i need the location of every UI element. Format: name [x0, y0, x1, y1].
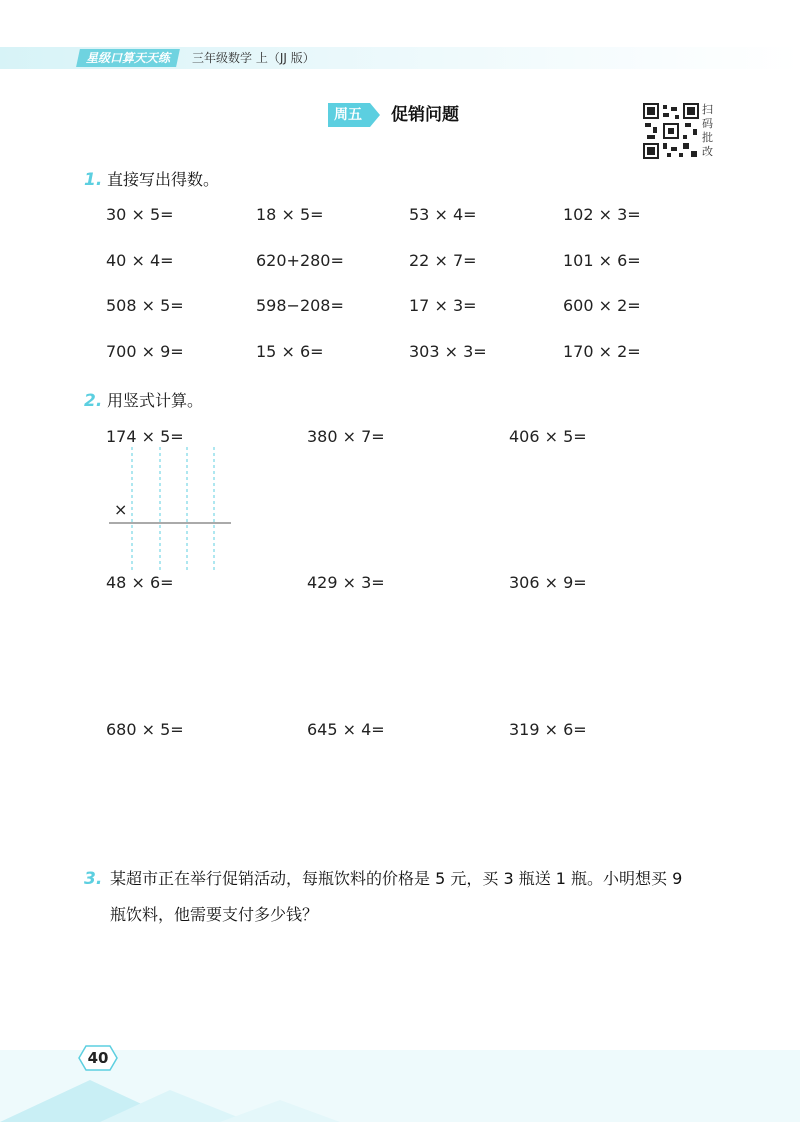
qr-label: 扫码批改 — [702, 103, 713, 158]
q1-expr: 102 × 3= — [563, 205, 641, 224]
q1-number: 1. — [84, 170, 103, 190]
q2-expr: 645 × 4= — [307, 720, 385, 739]
q2-number: 2. — [84, 391, 103, 411]
day-tag: 周五 — [328, 103, 380, 127]
q3-text-line2: 瓶饮料，他需要支付多少钱？ — [110, 905, 319, 924]
q1-expr: 508 × 5= — [106, 296, 184, 315]
q1-expr: 53 × 4= — [409, 205, 477, 224]
q2-expr: 174 × 5= — [106, 427, 184, 446]
lesson-title: 促销问题 — [391, 105, 459, 125]
q1-expr: 101 × 6= — [563, 251, 641, 270]
qr-code-icon[interactable] — [643, 103, 699, 159]
q1-expr: 600 × 2= — [563, 296, 641, 315]
q3-number: 3. — [84, 869, 103, 889]
book-title: 三年级数学 上（JJ 版） — [192, 51, 315, 65]
q1-expr: 18 × 5= — [256, 205, 324, 224]
q1-expr: 170 × 2= — [563, 342, 641, 361]
q1-expr: 598−208= — [256, 296, 344, 315]
q1-expr: 620+280= — [256, 251, 344, 270]
q2-expr: 680 × 5= — [106, 720, 184, 739]
q2-expr: 429 × 3= — [307, 573, 385, 592]
q1-expr: 15 × 6= — [256, 342, 324, 361]
q1-expr: 17 × 3= — [409, 296, 477, 315]
q2-expr: 306 × 9= — [509, 573, 587, 592]
q1-expr: 22 × 7= — [409, 251, 477, 270]
q1-expr: 40 × 4= — [106, 251, 174, 270]
series-tag: 星级口算天天练 — [76, 49, 180, 67]
q1-expr: 700 × 9= — [106, 342, 184, 361]
q1-expr: 30 × 5= — [106, 205, 174, 224]
q2-expr: 48 × 6= — [106, 573, 174, 592]
q2-expr: 380 × 7= — [307, 427, 385, 446]
q2-expr: 319 × 6= — [509, 720, 587, 739]
footer-decoration — [0, 1050, 800, 1122]
page-number: 40 — [78, 1045, 118, 1071]
q2-text: 用竖式计算。 — [107, 391, 204, 410]
q1-text: 直接写出得数。 — [107, 170, 220, 189]
q1-expr: 303 × 3= — [409, 342, 487, 361]
q2-expr: 406 × 5= — [509, 427, 587, 446]
q3-text-line1: 某超市正在举行促销活动，每瓶饮料的价格是 5 元，买 3 瓶送 1 瓶。小明想买 9 — [110, 869, 683, 888]
times-sign: × — [114, 500, 128, 519]
